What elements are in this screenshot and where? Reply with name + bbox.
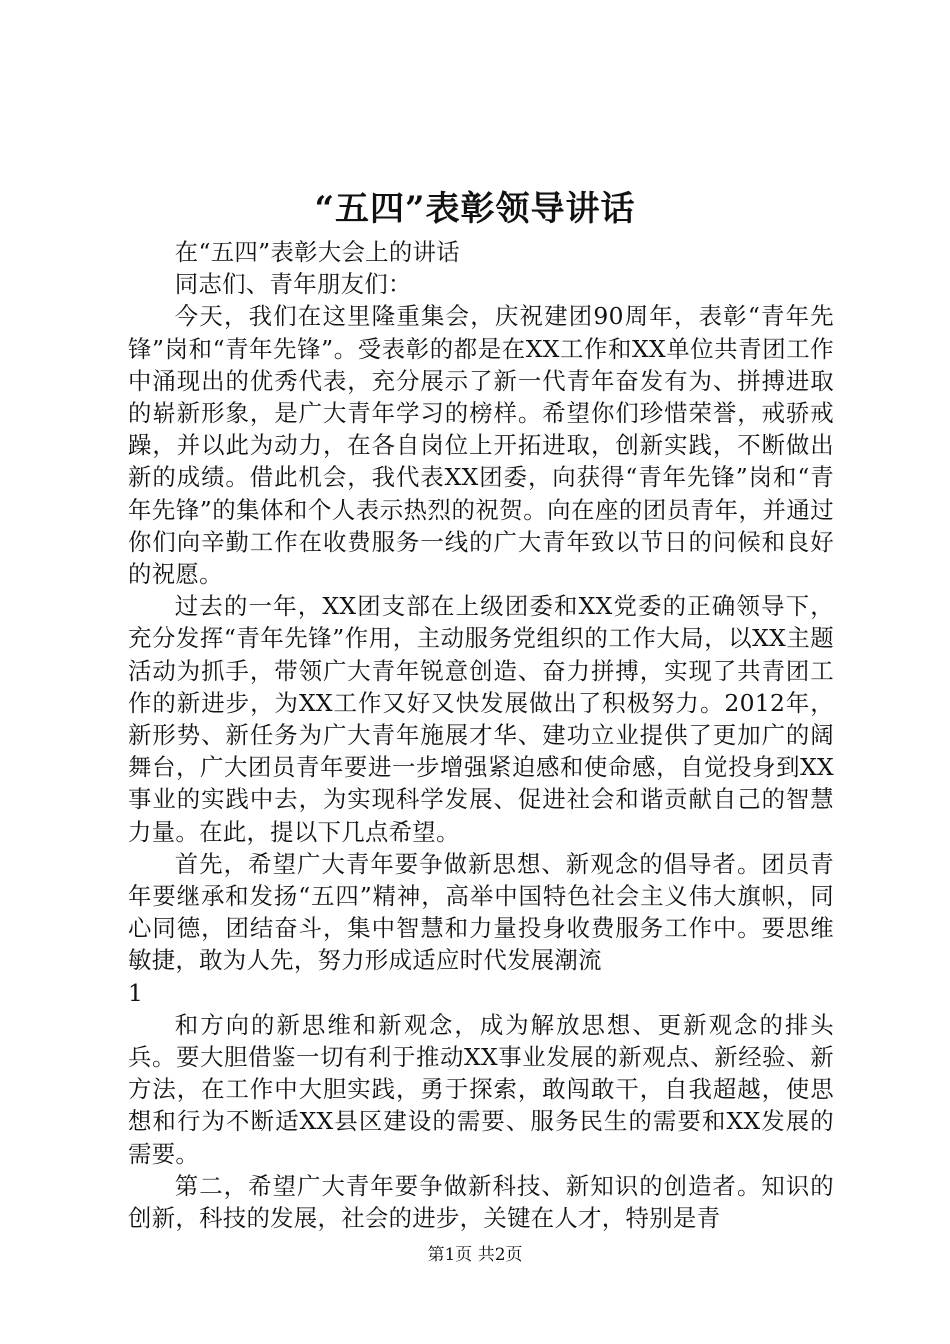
inline-page-number: 1 xyxy=(128,978,144,1007)
paragraph-3: 首先，希望广大青年要争做新思想、新观念的倡导者。团员青年要继承和发扬“五四”精神，高举中国特色社会主义伟大旗帜，同心同德，团结奋斗，集中智慧和力量投身收费服务工作中。要思维敏捷，敢为人先，努力形成适应时代发展潮流 xyxy=(128,849,834,975)
document-body xyxy=(128,236,834,1234)
page-footer: 第1页 共2页 xyxy=(427,1245,523,1265)
document-title: “五四”表彰领导讲话 xyxy=(314,189,636,229)
paragraph-2: 过去的一年，XX团支部在上级团委和XX党委的正确领导下，充分发挥“青年先锋”作用，主动服务党组织的工作大局，以XX主题活动为抓手，带领广大青年锐意创造、奋力拼搏，实现了共青团工作的新进步，为XX工作又好又快发展做出了积极努力。2012年，新形势、新任务为广大青年施展才华、建功立业提供了更加广的阔舞台，广大团员青年要进一步增强紧迫感和使命感，自觉投身到XX事业的实践中去，为实现科学发展、促进社会和谐贡献自己的智慧力量。在此，提以下几点希望。 xyxy=(128,592,834,846)
salutation: 同志们、青年朋友们： xyxy=(174,270,412,299)
paragraph-4: 和方向的新思维和新观念，成为解放思想、更新观念的排头兵。要大胆借鉴一切有利于推动XX事业发展的新观点、新经验、新方法，在工作中大胆实践，勇于探索，敢闯敢干，自我超越，使思想和行为不断适XX县区建设的需要、服务民生的需要和XX发展的需要。 xyxy=(128,1010,834,1168)
paragraph-5: 第二，希望广大青年要争做新科技、新知识的创造者。知识的创新，科技的发展，社会的进步，关键在人才，特别是青 xyxy=(128,1171,834,1233)
paragraph-1: 今天，我们在这里隆重集会，庆祝建团90周年，表彰“青年先锋”岗和“青年先锋”。受表彰的都是在XX工作和XX单位共青团工作中涌现出的优秀代表，充分展示了新一代青年奋发有为、拼搏进取的崭新形象，是广大青年学习的榜样。希望你们珍惜荣誉，戒骄戒躁，并以此为动力，在各自岗位上开拓进取，创新实践，不断做出新的成绩。借此机会，我代表XX团委，向获得“青年先锋”岗和“青年先锋”的集体和个人表示热烈的祝贺。向在座的团员青年，并通过你们向辛勤工作在收费服务一线的广大青年致以节日的问候和良好的祝愿。 xyxy=(128,302,834,589)
document-subtitle: 在“五四”表彰大会上的讲话 xyxy=(174,238,460,266)
